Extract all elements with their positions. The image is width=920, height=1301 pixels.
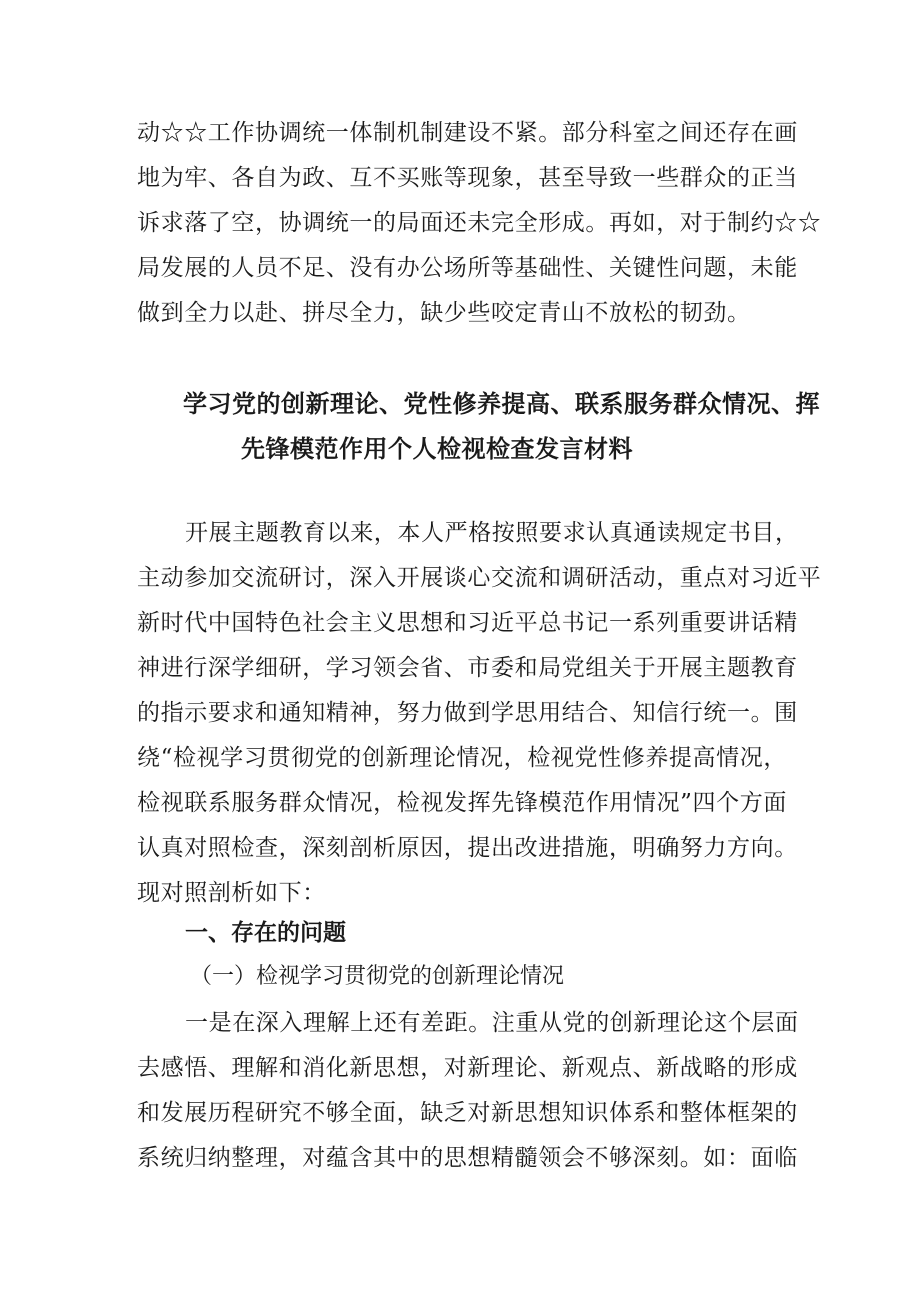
intro-paragraph-line: 主动参加交流研讨，深入开展谈心交流和调研活动，重点对习近平 (137, 565, 822, 591)
top-paragraph-line: 诉求落了空，协调统一的局面还未完全形成。再如，对于制约☆☆ (137, 210, 822, 236)
top-paragraph-line: 局发展的人员不足、没有办公场所等基础性、关键性问题，未能 (137, 255, 798, 281)
intro-paragraph-line: 认真对照检查，深刻剖析原因，提出改进措施，明确努力方向。 (137, 835, 798, 861)
top-paragraph-line: 做到全力以赴、拼尽全力，缺少些咬定青山不放松的韧劲。 (137, 300, 751, 326)
intro-paragraph-line: 开展主题教育以来，本人严格按照要求认真通读规定书目， (185, 520, 799, 546)
intro-paragraph-line: 现对照剖析如下： (137, 880, 326, 906)
final-paragraph-line: 一是在深入理解上还有差距。注重从党的创新理论这个层面 (185, 1010, 799, 1036)
intro-paragraph-line: 检视联系服务群众情况，检视发挥先锋模范作用情况”四个方面 (137, 790, 787, 816)
intro-paragraph-line: 神进行深学细研，学习领会省、市委和局党组关于开展主题教育 (137, 655, 798, 681)
final-paragraph-line: 系统归纳整理，对蕴含其中的思想精髓领会不够深刻。如：面临 (137, 1145, 798, 1171)
title-line-2: 先锋模范作用个人检视检查发言材料 (241, 435, 633, 463)
section-heading: 一、存在的问题 (185, 920, 346, 946)
top-paragraph-line: 动☆☆工作协调统一体制机制建设不紧。部分科室之间还存在画 (137, 120, 798, 146)
final-paragraph-line: 去感悟、理解和消化新思想，对新理论、新观点、新战略的形成 (137, 1055, 798, 1081)
intro-paragraph-line: 的指示要求和通知精神，努力做到学思用结合、知信行统一。围 (137, 700, 798, 726)
final-paragraph-line: 和发展历程研究不够全面，缺乏对新思想知识体系和整体框架的 (137, 1100, 798, 1126)
intro-paragraph-line: 新时代中国特色社会主义思想和习近平总书记一系列重要讲话精 (137, 610, 798, 636)
section-subheading: （一）检视学习贯彻党的创新理论情况 (190, 964, 565, 989)
top-paragraph-line: 地为牢、各自为政、互不买账等现象，甚至导致一些群众的正当 (137, 165, 798, 191)
title-line-1: 学习党的创新理论、党性修养提高、联系服务群众情况、挥 (183, 390, 820, 418)
intro-paragraph-line: 绕“检视学习贯彻党的创新理论情况，检视党性修养提高情况， (137, 745, 787, 771)
